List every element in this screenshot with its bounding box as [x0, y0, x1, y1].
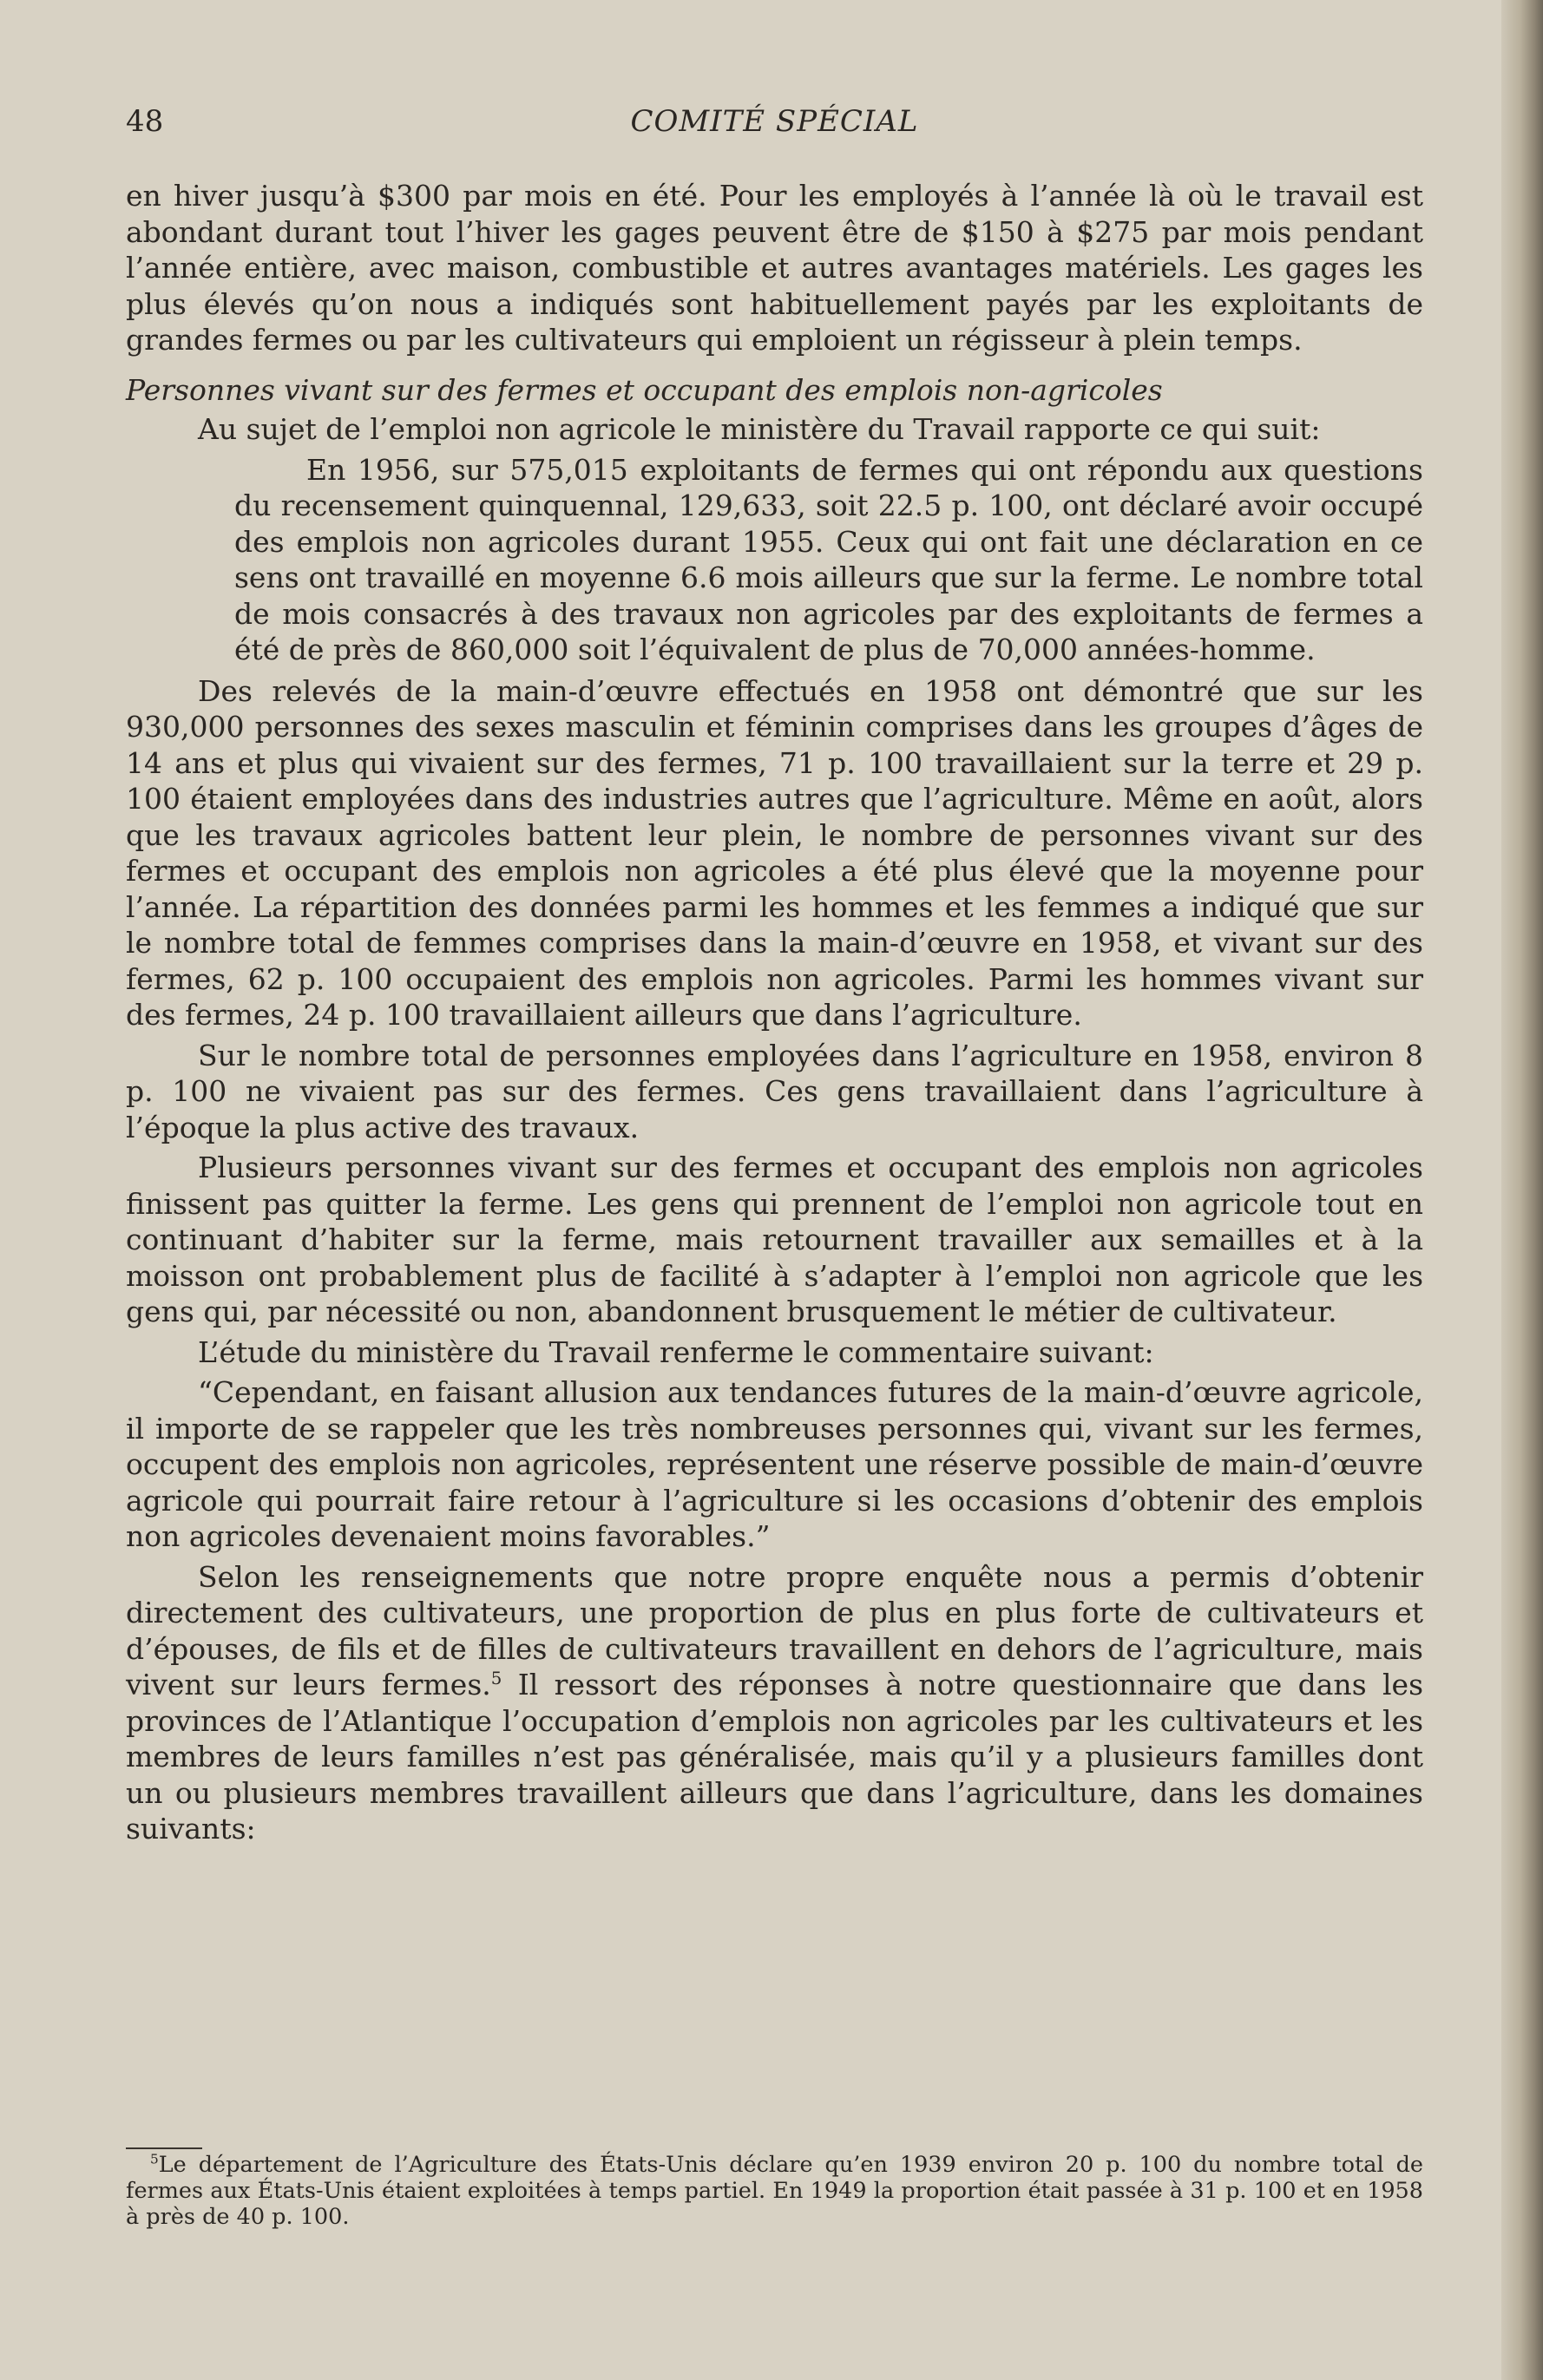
paragraph-text-continued: Il ressort des réponses à notre questionnaire que dans les provinces de l’Atlantique l’occupation d’emplois non agricoles par les cultivateurs et les membres de leurs familles n’est pas généralisée, mais qu’il y a plusieurs familles dont un ou plusieurs membres travaillent ailleurs que dans l’agriculture, dans les domaines suivants:: [126, 1668, 1424, 1846]
footnote-text: Le département de l’Agriculture des États-Unis déclare qu’en 1939 environ 20 p. 100 du nombre total de fermes aux États-Unis étaient exploitées à temps partiel. En 1949 la proportion était passée à 31 p. 100 et en 1958 à près de 40 p. 100.: [126, 2152, 1423, 2230]
paragraph: Des relevés de la main-d’œuvre effectués en 1958 ont démontré que sur les 930,000 personnes des sexes masculin et féminin comprises dans les groupes d’âges de 14 ans et plus qui vivaient sur des fermes, 71 p. 100 travaillaient sur la terre et 29 p. 100 étaient employées dans des industries autres que l’agriculture. Même en août, alors que les travaux agricoles battent leur plein, le nombre de personnes vivant sur des fermes et occupant des emplois non agricoles a été plus élevé que la moyenne pour l’année. La répartition des données parmi les hommes et les femmes a indiqué que sur le nombre total de femmes comprises dans la main-d’œuvre en 1958, et vivant sur des fermes, 62 p. 100 occupaient des emplois non agricoles. Parmi les hommes vivant sur des fermes, 24 p. 100 travaillaient ailleurs que dans l’agriculture.: [126, 673, 1423, 1032]
paragraph: en hiver jusqu’à $300 par mois en été. Pour les employés à l’année là où le travail est abondant durant tout l’hiver les gages peuvent être de $150 à $275 par mois pendant l’année entière, avec maison, combustible et autres avantages matériels. Les gages les plus élevés qu’on nous a indiqués sont habituellement payés par les exploitants de grandes fermes ou par les cultivateurs qui emploient un régisseur à plein temps.: [126, 179, 1423, 357]
body-text: [126, 178, 1423, 1852]
page-number: 48: [126, 104, 164, 139]
page-header: [126, 104, 1423, 148]
footnote-marker: 5: [150, 2151, 159, 2167]
footnote-separator: [126, 2147, 202, 2149]
running-title: COMITÉ SPÉCIAL: [630, 104, 919, 139]
footnotes: [126, 2152, 1423, 2230]
block-quote: En 1956, sur 575,015 exploitants de fermes qui ont répondu aux questions du recensement quinquennal, 129,633, soit 22.5 p. 100, ont déclaré avoir occupé des emplois non agricoles durant 1955. Ceux qui ont fait une déclaration en ce sens ont travaillé en moyenne 6.6 mois ailleurs que sur la ferme. Le nombre total de mois consacrés à des travaux non agricoles par des exploitants de fermes a été de près de 860,000 soit l’équivalent de plus de 70,000 années-homme.: [234, 452, 1423, 666]
paragraph: Sur le nombre total de personnes employées dans l’agriculture en 1958, environ 8 p. 100 ne vivaient pas sur des fermes. Ces gens travaillaient dans l’agriculture à l’époque la plus active des travaux.: [126, 1038, 1423, 1144]
paragraph: Plusieurs personnes vivant sur des fermes et occupant des emplois non agricoles finissent pas quitter la ferme. Les gens qui prennent de l’emploi non agricole tout en continuant d’habiter sur la ferme, mais retournent travailler aux semailles et à la moisson ont probablement plus de facilité à s’adapter à l’emploi non agricole que les gens qui, par nécessité ou non, abandonnent brusquement le métier de cultivateur.: [126, 1151, 1423, 1328]
paragraph-text: Selon les renseignements que notre propre enquête nous a permis d’obtenir directement des cultivateurs, une proportion de plus en plus forte de cultivateurs et d’épouses, de fils et de filles de cultivateurs travaillent en dehors de l’agriculture, mais vivent sur leurs fermes.: [126, 1559, 1423, 1701]
page-edge-shadow: [1501, 0, 1543, 2380]
paragraph: [126, 1559, 1423, 1847]
section-heading: Personnes vivant sur des fermes et occupant des emplois non-agricoles: [126, 372, 1163, 407]
paragraph: L’étude du ministère du Travail renferme le commentaire suivant:: [198, 1334, 1154, 1369]
footnote: [126, 2152, 1423, 2230]
quoted-paragraph: “Cependant, en faisant allusion aux tendances futures de la main-d’œuvre agricole, il importe de se rappeler que les très nombreuses personnes qui, vivant sur les fermes, occupent des emplois non agricoles, représentent une réserve possible de main-d’œuvre agricole qui pourrait faire retour à l’agriculture si les occasions d’obtenir des emplois non agricoles devenaient moins favorables.”: [126, 1375, 1423, 1553]
paragraph: Au sujet de l’emploi non agricole le ministère du Travail rapporte ce qui suit:: [198, 412, 1321, 446]
footnote-reference: 5: [490, 1669, 502, 1688]
